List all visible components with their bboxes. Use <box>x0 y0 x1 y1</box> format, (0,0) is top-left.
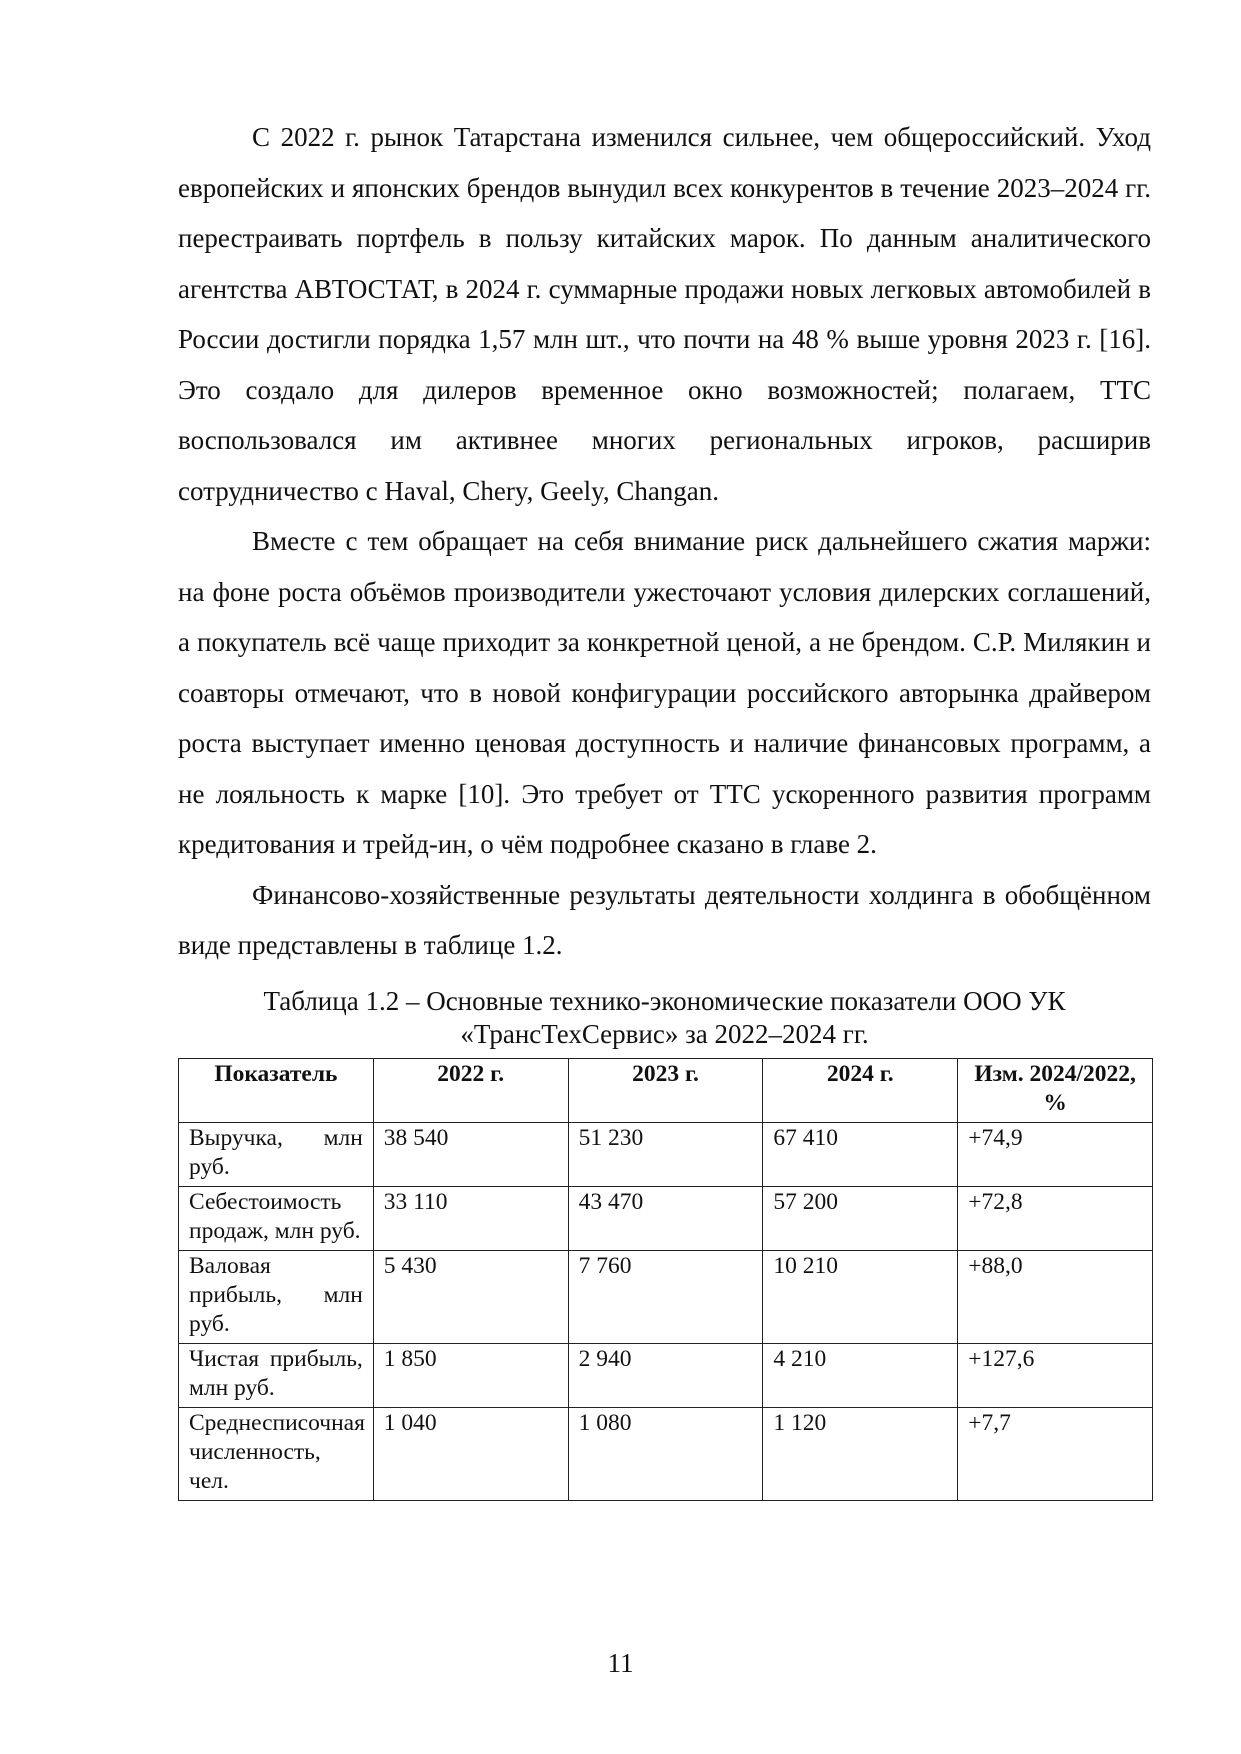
table-row <box>179 1343 1153 1407</box>
cell-2023: 1 080 <box>568 1407 763 1500</box>
cell-2024: 1 120 <box>763 1407 958 1500</box>
table-row <box>179 1122 1153 1186</box>
header-change: Изм. 2024/2022, % <box>958 1058 1153 1122</box>
cell-change: +74,9 <box>958 1122 1153 1186</box>
cell-2024: 4 210 <box>763 1343 958 1407</box>
indicators-table <box>178 1058 1153 1501</box>
row-label: Валовая прибыль, млн руб. <box>179 1250 374 1343</box>
cell-2024: 10 210 <box>763 1250 958 1343</box>
cell-2023: 7 760 <box>568 1250 763 1343</box>
table-caption-line-1: Таблица 1.2 – Основные технико-экономические показатели ООО УК <box>263 985 1066 1016</box>
table-header-row <box>179 1058 1153 1122</box>
cell-change: +88,0 <box>958 1250 1153 1343</box>
paragraph-margin-risk: Вместе с тем обращает на себя внимание риск дальнейшего сжатия маржи: на фоне роста объёмов производители ужесточают условия дилерских соглашений, а покупатель всё чаще приходит за конкретной ценой, а не брендом. С.Р. Милякин и соавторы отмечают, что в новой конфигурации российского авторынка драйвером роста выступает именно ценовая доступность и наличие финансовых программ, а не лояльность к марке [10]. Это требует от ТТС ускоренного развития программ кредитования и трейд-ин, о чём подробнее сказано в главе 2. <box>178 526 1151 859</box>
cell-change: +72,8 <box>958 1186 1153 1250</box>
paragraph-market-change: С 2022 г. рынок Татарстана изменился сильнее, чем общероссийский. Уход европейских и японских брендов вынудил всех конкурентов в течение 2023–2024 гг. перестраивать портфель в пользу китайских марок. По данным аналитического агентства АВТОСТАТ, в 2024 г. суммарные продажи новых легковых автомобилей в России достигли порядка 1,57 млн шт., что почти на 48 % выше уровня 2023 г. [16]. Это создало для дилеров временное окно возможностей; полагаем, ТТС воспользовался им активнее многих региональных игроков, расширив сотрудничество с Haval, Chery, Geely, Changan. <box>178 122 1151 506</box>
row-label: Себестоимость продаж, млн руб. <box>179 1186 374 1250</box>
table-row <box>179 1186 1153 1250</box>
cell-2023: 51 230 <box>568 1122 763 1186</box>
header-2023: 2023 г. <box>568 1058 763 1122</box>
table-row <box>179 1250 1153 1343</box>
cell-2024: 67 410 <box>763 1122 958 1186</box>
header-2022: 2022 г. <box>373 1058 568 1122</box>
paragraph-table-intro: Финансово-хозяйственные результаты деятельности холдинга в обобщённом виде представлены в таблице 1.2. <box>178 879 1151 960</box>
cell-2022: 38 540 <box>373 1122 568 1186</box>
table-caption-line-2: «ТрансТехСервис» за 2022–2024 гг. <box>460 1018 869 1049</box>
document-page <box>178 112 1151 1501</box>
table-row <box>179 1407 1153 1500</box>
cell-2022: 1 850 <box>373 1343 568 1407</box>
table-caption <box>178 985 1151 1051</box>
cell-2022: 33 110 <box>373 1186 568 1250</box>
cell-change: +127,6 <box>958 1343 1153 1407</box>
page-number: 11 <box>607 1648 634 1678</box>
row-label: Среднесписочная численность, чел. <box>179 1407 374 1500</box>
cell-2022: 5 430 <box>373 1250 568 1343</box>
cell-2023: 43 470 <box>568 1186 763 1250</box>
cell-change: +7,7 <box>958 1407 1153 1500</box>
header-indicator: Показатель <box>179 1058 374 1122</box>
row-label: Выручка, млн руб. <box>179 1122 374 1186</box>
cell-2022: 1 040 <box>373 1407 568 1500</box>
cell-2023: 2 940 <box>568 1343 763 1407</box>
row-label: Чистая прибыль, млн руб. <box>179 1343 374 1407</box>
cell-2024: 57 200 <box>763 1186 958 1250</box>
header-2024: 2024 г. <box>763 1058 958 1122</box>
